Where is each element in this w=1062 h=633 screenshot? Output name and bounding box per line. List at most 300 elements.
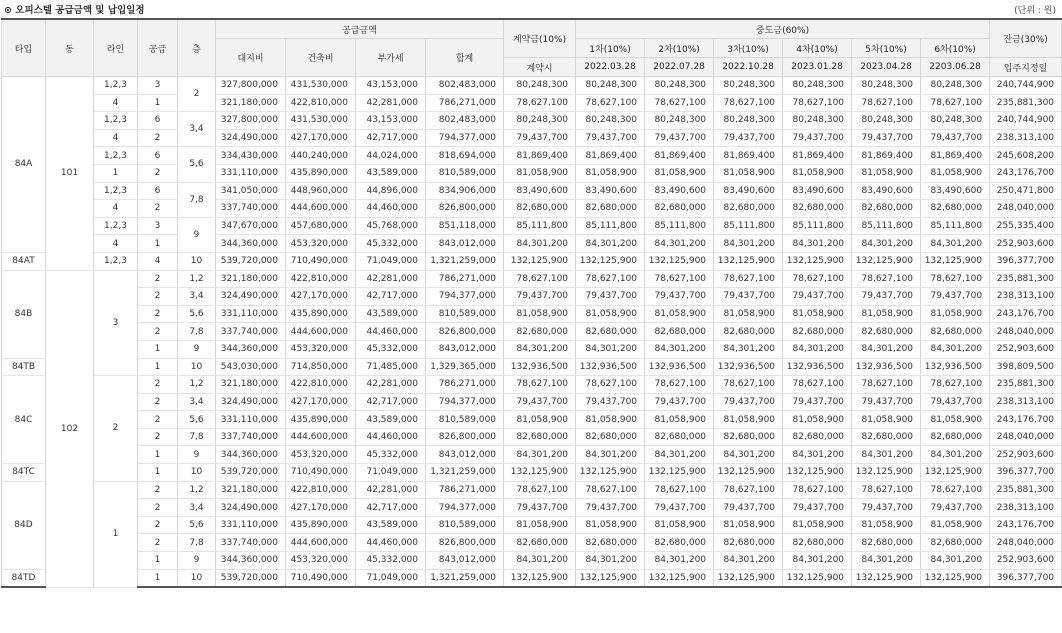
mid-payment-cell: 79,437,700	[645, 288, 714, 306]
table-row	[2, 164, 1062, 182]
mid-payment-cell: 83,490,600	[852, 182, 921, 200]
mid-payment-cell: 81,869,400	[645, 147, 714, 165]
mid-payment-cell: 78,627,100	[714, 376, 783, 394]
header-price-group: 공급금액	[216, 19, 504, 39]
land-price-cell: 324,490,000	[216, 499, 286, 517]
deposit-cell: 78,627,100	[504, 376, 576, 394]
land-price-cell: 539,720,000	[216, 569, 286, 587]
line-cell: 1,2,3	[94, 77, 138, 95]
building-price-cell: 427,170,000	[286, 393, 356, 411]
mid-payment-cell: 79,437,700	[645, 393, 714, 411]
supply-cell: 6	[138, 112, 178, 130]
balance-cell: 255,335,400	[990, 217, 1062, 235]
mid-payment-cell: 85,111,800	[783, 217, 852, 235]
mid-payment-cell: 85,111,800	[714, 217, 783, 235]
line-cell: 1,2,3	[94, 217, 138, 235]
building-price-cell: 435,890,000	[286, 164, 356, 182]
building-price-cell: 453,320,000	[286, 552, 356, 570]
supply-cell: 3	[138, 217, 178, 235]
total-price-cell: 818,694,000	[426, 147, 504, 165]
deposit-cell: 83,490,600	[504, 182, 576, 200]
balance-cell: 250,471,800	[990, 182, 1062, 200]
vat-cell: 45,332,000	[356, 446, 426, 464]
mid-payment-cell: 84,301,200	[783, 446, 852, 464]
total-price-cell: 843,012,000	[426, 340, 504, 358]
mid-payment-cell: 82,680,000	[921, 323, 990, 341]
balance-cell: 396,377,700	[990, 464, 1062, 482]
mid-payment-cell: 84,301,200	[852, 446, 921, 464]
mid-payment-cell: 81,869,400	[921, 147, 990, 165]
floor-cell: 9	[178, 217, 216, 252]
line-cell: 2	[94, 376, 138, 482]
mid-payment-cell: 84,301,200	[714, 235, 783, 253]
mid-payment-cell: 79,437,700	[714, 393, 783, 411]
mid-payment-cell: 85,111,800	[645, 217, 714, 235]
supply-cell: 2	[138, 481, 178, 499]
header-mid-date-6: 2203.06.28	[921, 58, 990, 77]
deposit-cell: 132,125,900	[504, 569, 576, 587]
mid-payment-cell: 81,058,900	[783, 305, 852, 323]
mid-payment-cell: 84,301,200	[921, 446, 990, 464]
deposit-cell: 81,058,900	[504, 411, 576, 429]
line-cell: 1,2,3	[94, 182, 138, 200]
vat-cell: 42,281,000	[356, 376, 426, 394]
deposit-cell: 82,680,000	[504, 428, 576, 446]
type-cell: 84TC	[2, 464, 46, 482]
mid-payment-cell: 79,437,700	[783, 393, 852, 411]
vat-cell: 44,024,000	[356, 147, 426, 165]
mid-payment-cell: 81,058,900	[645, 164, 714, 182]
mid-payment-cell: 81,058,900	[576, 164, 645, 182]
mid-payment-cell: 81,058,900	[576, 411, 645, 429]
mid-payment-cell: 84,301,200	[714, 446, 783, 464]
supply-cell: 2	[138, 411, 178, 429]
floor-cell: 9	[178, 552, 216, 570]
mid-payment-cell: 132,936,500	[852, 358, 921, 376]
floor-cell: 1,2	[178, 481, 216, 499]
vat-cell: 42,717,000	[356, 393, 426, 411]
vat-cell: 44,460,000	[356, 534, 426, 552]
balance-cell: 245,608,200	[990, 147, 1062, 165]
deposit-cell: 81,058,900	[504, 305, 576, 323]
mid-payment-cell: 80,248,300	[852, 112, 921, 130]
mid-payment-cell: 78,627,100	[714, 94, 783, 112]
mid-payment-cell: 83,490,600	[645, 182, 714, 200]
mid-payment-cell: 132,125,900	[714, 252, 783, 270]
header-dong: 동	[46, 19, 94, 77]
mid-payment-cell: 79,437,700	[783, 499, 852, 517]
mid-payment-cell: 82,680,000	[783, 200, 852, 218]
land-price-cell: 324,490,000	[216, 288, 286, 306]
building-price-cell: 444,600,000	[286, 323, 356, 341]
balance-cell: 235,881,300	[990, 481, 1062, 499]
deposit-cell: 79,437,700	[504, 393, 576, 411]
supply-price-table	[1, 18, 1062, 588]
building-price-cell: 710,490,000	[286, 569, 356, 587]
total-price-cell: 786,271,000	[426, 270, 504, 288]
total-price-cell: 802,483,000	[426, 112, 504, 130]
header-mid-6: 6차(10%)	[921, 39, 990, 58]
mid-payment-cell: 78,627,100	[783, 481, 852, 499]
table-row	[2, 112, 1062, 130]
supply-cell: 2	[138, 200, 178, 218]
mid-payment-cell: 78,627,100	[645, 481, 714, 499]
mid-payment-cell: 132,936,500	[645, 358, 714, 376]
mid-payment-cell: 82,680,000	[714, 428, 783, 446]
mid-payment-cell: 85,111,800	[921, 217, 990, 235]
mid-payment-cell: 78,627,100	[852, 376, 921, 394]
mid-payment-cell: 80,248,300	[645, 112, 714, 130]
vat-cell: 44,460,000	[356, 200, 426, 218]
table-row	[2, 270, 1062, 288]
header-mid-group: 중도금(60%)	[576, 19, 990, 39]
total-price-cell: 810,589,000	[426, 164, 504, 182]
floor-cell: 7,8	[178, 534, 216, 552]
mid-payment-cell: 81,058,900	[783, 164, 852, 182]
building-price-cell: 427,170,000	[286, 499, 356, 517]
deposit-cell: 78,627,100	[504, 270, 576, 288]
header-mid-2: 2차(10%)	[645, 39, 714, 58]
supply-cell: 6	[138, 147, 178, 165]
supply-cell: 3	[138, 77, 178, 95]
mid-payment-cell: 81,058,900	[921, 164, 990, 182]
floor-cell: 7,8	[178, 182, 216, 217]
supply-cell: 6	[138, 182, 178, 200]
balance-cell: 238,313,100	[990, 129, 1062, 147]
mid-payment-cell: 80,248,300	[783, 77, 852, 95]
balance-cell: 252,903,600	[990, 552, 1062, 570]
type-cell: 84TD	[2, 569, 46, 587]
mid-payment-cell: 78,627,100	[714, 270, 783, 288]
table-row	[2, 147, 1062, 165]
mid-payment-cell: 82,680,000	[852, 323, 921, 341]
floor-cell: 3,4	[178, 112, 216, 147]
mid-payment-cell: 79,437,700	[852, 288, 921, 306]
building-price-cell: 440,240,000	[286, 147, 356, 165]
mid-payment-cell: 80,248,300	[645, 77, 714, 95]
table-row	[2, 305, 1062, 323]
building-price-cell: 710,490,000	[286, 252, 356, 270]
supply-cell: 1	[138, 94, 178, 112]
total-price-cell: 826,800,000	[426, 428, 504, 446]
mid-payment-cell: 84,301,200	[576, 446, 645, 464]
land-price-cell: 324,490,000	[216, 393, 286, 411]
table-row	[2, 129, 1062, 147]
deposit-cell: 82,680,000	[504, 200, 576, 218]
mid-payment-cell: 78,627,100	[921, 481, 990, 499]
mid-payment-cell: 79,437,700	[783, 288, 852, 306]
mid-payment-cell: 84,301,200	[576, 552, 645, 570]
mid-payment-cell: 84,301,200	[576, 235, 645, 253]
mid-payment-cell: 82,680,000	[921, 200, 990, 218]
page-header	[0, 0, 1062, 18]
supply-cell: 2	[138, 376, 178, 394]
mid-payment-cell: 79,437,700	[852, 129, 921, 147]
mid-payment-cell: 84,301,200	[645, 340, 714, 358]
mid-payment-cell: 79,437,700	[645, 499, 714, 517]
mid-payment-cell: 81,058,900	[714, 516, 783, 534]
mid-payment-cell: 80,248,300	[921, 77, 990, 95]
header-land: 대지비	[216, 39, 286, 77]
building-price-cell: 422,810,000	[286, 481, 356, 499]
mid-payment-cell: 82,680,000	[852, 534, 921, 552]
mid-payment-cell: 84,301,200	[783, 552, 852, 570]
type-cell: 84C	[2, 376, 46, 464]
line-cell: 1	[94, 164, 138, 182]
line-cell: 3	[94, 270, 138, 376]
mid-payment-cell: 85,111,800	[576, 217, 645, 235]
floor-cell: 5,6	[178, 305, 216, 323]
mid-payment-cell: 82,680,000	[852, 428, 921, 446]
deposit-cell: 80,248,300	[504, 112, 576, 130]
balance-cell: 238,313,100	[990, 288, 1062, 306]
land-price-cell: 331,110,000	[216, 305, 286, 323]
vat-cell: 43,589,000	[356, 164, 426, 182]
mid-payment-cell: 81,058,900	[783, 411, 852, 429]
land-price-cell: 331,110,000	[216, 164, 286, 182]
balance-cell: 248,040,000	[990, 428, 1062, 446]
balance-cell: 248,040,000	[990, 200, 1062, 218]
line-cell: 1	[94, 481, 138, 587]
land-price-cell: 321,180,000	[216, 481, 286, 499]
line-cell: 4	[94, 235, 138, 253]
table-row	[2, 411, 1062, 429]
mid-payment-cell: 82,680,000	[645, 534, 714, 552]
vat-cell: 42,281,000	[356, 270, 426, 288]
page-title: ⊙ 오피스텔 공급금액 및 납입일정	[4, 5, 145, 16]
deposit-cell: 85,111,800	[504, 217, 576, 235]
balance-cell: 396,377,700	[990, 252, 1062, 270]
mid-payment-cell: 80,248,300	[714, 112, 783, 130]
mid-payment-cell: 84,301,200	[852, 552, 921, 570]
mid-payment-cell: 81,058,900	[852, 305, 921, 323]
land-price-cell: 321,180,000	[216, 270, 286, 288]
building-price-cell: 457,680,000	[286, 217, 356, 235]
mid-payment-cell: 84,301,200	[783, 235, 852, 253]
supply-cell: 2	[138, 534, 178, 552]
building-price-cell: 453,320,000	[286, 446, 356, 464]
floor-cell: 10	[178, 252, 216, 270]
mid-payment-cell: 132,125,900	[576, 464, 645, 482]
mid-payment-cell: 79,437,700	[576, 393, 645, 411]
building-price-cell: 435,890,000	[286, 411, 356, 429]
mid-payment-cell: 82,680,000	[714, 200, 783, 218]
balance-cell: 235,881,300	[990, 270, 1062, 288]
balance-cell: 238,313,100	[990, 499, 1062, 517]
mid-payment-cell: 82,680,000	[921, 534, 990, 552]
table-row	[2, 376, 1062, 394]
header-vat: 부가세	[356, 39, 426, 77]
mid-payment-cell: 84,301,200	[714, 552, 783, 570]
land-price-cell: 341,050,000	[216, 182, 286, 200]
vat-cell: 43,153,000	[356, 112, 426, 130]
mid-payment-cell: 132,936,500	[921, 358, 990, 376]
table-row	[2, 77, 1062, 95]
floor-cell: 7,8	[178, 428, 216, 446]
vat-cell: 45,768,000	[356, 217, 426, 235]
dong-cell: 102	[46, 270, 94, 587]
vat-cell: 42,281,000	[356, 481, 426, 499]
header-mid-4: 4차(10%)	[783, 39, 852, 58]
mid-payment-cell: 83,490,600	[714, 182, 783, 200]
vat-cell: 43,589,000	[356, 411, 426, 429]
header-mid-3: 3차(10%)	[714, 39, 783, 58]
supply-cell: 2	[138, 270, 178, 288]
floor-cell: 10	[178, 358, 216, 376]
building-price-cell: 710,490,000	[286, 464, 356, 482]
table-row	[2, 200, 1062, 218]
total-price-cell: 786,271,000	[426, 481, 504, 499]
mid-payment-cell: 79,437,700	[852, 499, 921, 517]
mid-payment-cell: 81,869,400	[852, 147, 921, 165]
mid-payment-cell: 84,301,200	[921, 235, 990, 253]
total-price-cell: 1,329,365,000	[426, 358, 504, 376]
building-price-cell: 714,850,000	[286, 358, 356, 376]
mid-payment-cell: 79,437,700	[714, 288, 783, 306]
mid-payment-cell: 78,627,100	[576, 270, 645, 288]
vat-cell: 42,281,000	[356, 94, 426, 112]
total-price-cell: 786,271,000	[426, 94, 504, 112]
deposit-cell: 81,058,900	[504, 164, 576, 182]
balance-cell: 243,176,700	[990, 411, 1062, 429]
total-price-cell: 834,906,000	[426, 182, 504, 200]
mid-payment-cell: 78,627,100	[576, 94, 645, 112]
header-mid-date-2: 2022.07.28	[645, 58, 714, 77]
deposit-cell: 84,301,200	[504, 552, 576, 570]
mid-payment-cell: 82,680,000	[576, 200, 645, 218]
supply-cell: 1	[138, 446, 178, 464]
table-row	[2, 481, 1062, 499]
vat-cell: 44,460,000	[356, 323, 426, 341]
mid-payment-cell: 83,490,600	[921, 182, 990, 200]
mid-payment-cell: 132,125,900	[921, 569, 990, 587]
land-price-cell: 539,720,000	[216, 464, 286, 482]
header-mid-1: 1차(10%)	[576, 39, 645, 58]
mid-payment-cell: 78,627,100	[576, 481, 645, 499]
mid-payment-cell: 78,627,100	[783, 270, 852, 288]
line-cell: 4	[94, 94, 138, 112]
table-row	[2, 446, 1062, 464]
land-price-cell: 337,740,000	[216, 323, 286, 341]
total-price-cell: 794,377,000	[426, 129, 504, 147]
deposit-cell: 84,301,200	[504, 235, 576, 253]
land-price-cell: 344,360,000	[216, 552, 286, 570]
line-cell: 4	[94, 200, 138, 218]
type-cell: 84B	[2, 270, 46, 358]
mid-payment-cell: 80,248,300	[921, 112, 990, 130]
mid-payment-cell: 84,301,200	[714, 340, 783, 358]
mid-payment-cell: 78,627,100	[714, 481, 783, 499]
mid-payment-cell: 82,680,000	[576, 534, 645, 552]
unit-note: (단위 : 원)	[1014, 6, 1056, 16]
balance-cell: 238,313,100	[990, 393, 1062, 411]
building-price-cell: 427,170,000	[286, 288, 356, 306]
mid-payment-cell: 82,680,000	[783, 428, 852, 446]
table-row	[2, 323, 1062, 341]
total-price-cell: 843,012,000	[426, 446, 504, 464]
balance-cell: 248,040,000	[990, 534, 1062, 552]
mid-payment-cell: 84,301,200	[576, 340, 645, 358]
supply-cell: 1	[138, 552, 178, 570]
balance-cell: 243,176,700	[990, 305, 1062, 323]
supply-cell: 2	[138, 323, 178, 341]
mid-payment-cell: 80,248,300	[714, 77, 783, 95]
mid-payment-cell: 81,058,900	[852, 516, 921, 534]
mid-payment-cell: 85,111,800	[852, 217, 921, 235]
deposit-cell: 79,437,700	[504, 288, 576, 306]
floor-cell: 2	[178, 77, 216, 112]
total-price-cell: 794,377,000	[426, 288, 504, 306]
vat-cell: 42,717,000	[356, 129, 426, 147]
table-row	[2, 182, 1062, 200]
mid-payment-cell: 78,627,100	[645, 376, 714, 394]
table-row	[2, 217, 1062, 235]
total-price-cell: 786,271,000	[426, 376, 504, 394]
mid-payment-cell: 132,125,900	[714, 569, 783, 587]
mid-payment-cell: 132,125,900	[852, 252, 921, 270]
supply-cell: 2	[138, 305, 178, 323]
header-building: 건축비	[286, 39, 356, 77]
total-price-cell: 794,377,000	[426, 393, 504, 411]
total-price-cell: 1,321,259,000	[426, 252, 504, 270]
mid-payment-cell: 79,437,700	[714, 499, 783, 517]
deposit-cell: 79,437,700	[504, 129, 576, 147]
land-price-cell: 334,430,000	[216, 147, 286, 165]
balance-cell: 396,377,700	[990, 569, 1062, 587]
mid-payment-cell: 81,058,900	[852, 411, 921, 429]
deposit-cell: 78,627,100	[504, 94, 576, 112]
mid-payment-cell: 132,125,900	[852, 569, 921, 587]
vat-cell: 45,332,000	[356, 340, 426, 358]
mid-payment-cell: 132,936,500	[576, 358, 645, 376]
mid-payment-cell: 81,058,900	[921, 516, 990, 534]
balance-cell: 235,881,300	[990, 376, 1062, 394]
deposit-cell: 82,680,000	[504, 534, 576, 552]
mid-payment-cell: 78,627,100	[921, 376, 990, 394]
deposit-cell: 84,301,200	[504, 340, 576, 358]
land-price-cell: 337,740,000	[216, 200, 286, 218]
floor-cell: 10	[178, 464, 216, 482]
land-price-cell: 543,030,000	[216, 358, 286, 376]
table-row	[2, 428, 1062, 446]
vat-cell: 71,049,000	[356, 252, 426, 270]
total-price-cell: 826,800,000	[426, 200, 504, 218]
mid-payment-cell: 83,490,600	[783, 182, 852, 200]
supply-cell: 2	[138, 393, 178, 411]
mid-payment-cell: 81,058,900	[645, 305, 714, 323]
building-price-cell: 453,320,000	[286, 340, 356, 358]
vat-cell: 45,332,000	[356, 235, 426, 253]
line-cell: 4	[94, 129, 138, 147]
land-price-cell: 327,800,000	[216, 112, 286, 130]
header-supply: 공급	[138, 19, 178, 77]
mid-payment-cell: 84,301,200	[645, 552, 714, 570]
building-price-cell: 435,890,000	[286, 305, 356, 323]
mid-payment-cell: 84,301,200	[852, 235, 921, 253]
type-cell: 84TB	[2, 358, 46, 376]
supply-cell: 1	[138, 340, 178, 358]
header-mid-date-5: 2023.04.28	[852, 58, 921, 77]
table-row	[2, 552, 1062, 570]
type-cell: 84D	[2, 481, 46, 569]
table-row	[2, 499, 1062, 517]
mid-payment-cell: 132,125,900	[645, 464, 714, 482]
deposit-cell: 84,301,200	[504, 446, 576, 464]
supply-cell: 4	[138, 252, 178, 270]
supply-cell: 2	[138, 516, 178, 534]
deposit-cell: 81,058,900	[504, 516, 576, 534]
mid-payment-cell: 81,058,900	[852, 164, 921, 182]
